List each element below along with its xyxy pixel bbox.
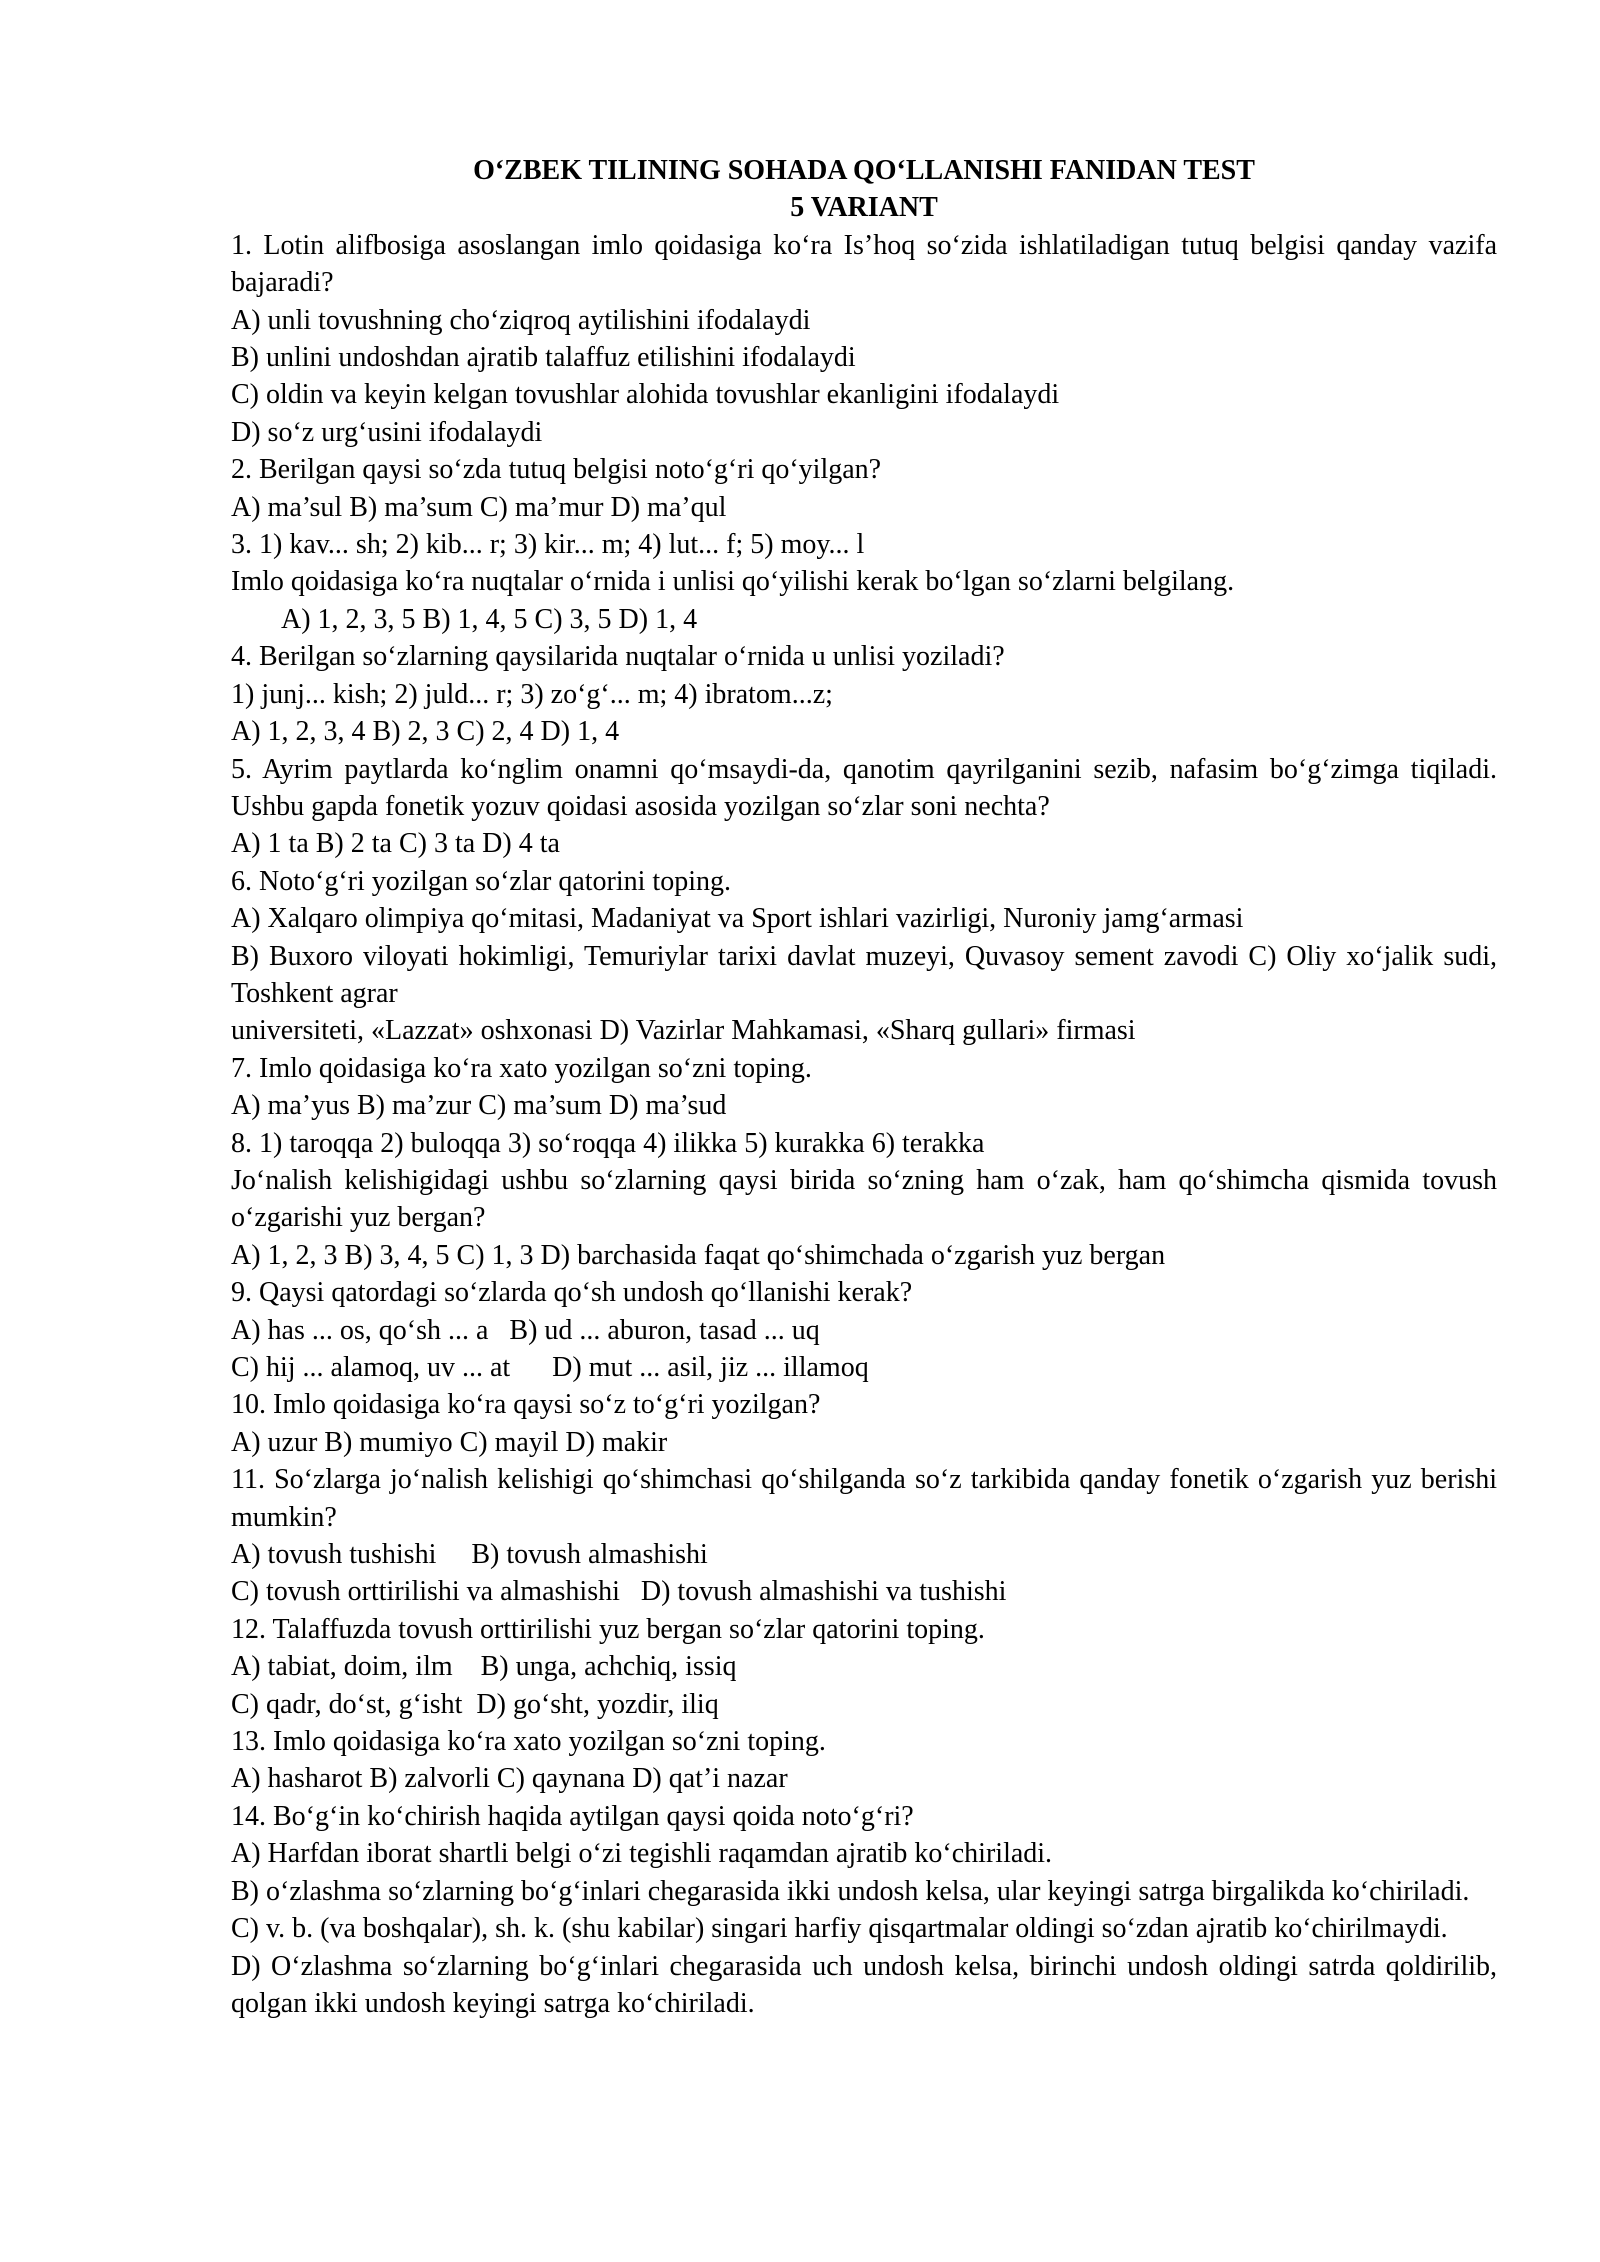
text-line: A) tabiat, doim, ilm B) unga, achchiq, issiq [231, 1651, 737, 1683]
text-line: 1) junj... kish; 2) juld... r; 3) zo‘g‘... m; 4) ibratom...z; [231, 678, 833, 710]
text-line: 7. Imlo qoidasiga ko‘ra xato yozilgan so‘zni toping. [231, 1052, 812, 1084]
text-line: A) Xalqaro olimpiya qo‘mitasi, Madaniyat va Sport ishlari vazirligi, Nuroniy jamg‘armasi [231, 903, 1244, 935]
variant-title: 5 VARIANT [790, 192, 938, 224]
text-line: B) unlini undoshdan ajratib talaffuz etilishini ifodalaydi [231, 342, 856, 374]
text-line: 3. 1) kav... sh; 2) kib... r; 3) kir... m; 4) lut... f; 5) moy... l [231, 529, 865, 561]
text-line: A) 1, 2, 3 B) 3, 4, 5 C) 1, 3 D) barchasida faqat qo‘shimchada o‘zgarish yuz bergan [231, 1239, 1166, 1271]
text-line: 11. So‘zlarga jo‘nalish kelishigi qo‘shimchasi qo‘shilganda so‘z tarkibida qanday fonetik o‘zgarish yuz berishi mumkin? [231, 1464, 1497, 1533]
text-line: C) hij ... alamoq, uv ... at D) mut ... asil, jiz ... illamoq [231, 1352, 869, 1383]
text-line: 10. Imlo qoidasiga ko‘ra qaysi so‘z to‘g‘ri yozilgan? [231, 1389, 821, 1421]
text-line: A) unli tovushning cho‘ziqroq aytilishini ifodalaydi [231, 304, 811, 336]
text-line: B) o‘zlashma so‘zlarning bo‘g‘inlari chegarasida ikki undosh kelsa, ular keyingi satrga birgalikda ko‘chiriladi. [231, 1875, 1470, 1907]
text-line: 12. Talaffuzda tovush orttirilishi yuz bergan so‘zlar qatorini toping. [231, 1613, 985, 1645]
text-line: 1. Lotin alifbosiga asoslangan imlo qoidasiga ko‘ra Is’hoq so‘zida ishlatiladigan tutuq belgisi qanday vazifa bajaradi? [231, 229, 1497, 299]
text-line: Imlo qoidasiga ko‘ra nuqtalar o‘rnida i unlisi qo‘yilishi kerak bo‘lgan so‘zlarni belgilang. [231, 566, 1235, 598]
text-line: 4. Berilgan so‘zlarning qaysilarida nuqtalar o‘rnida u unlisi yoziladi? [231, 641, 1005, 673]
text-line: 14. Bo‘g‘in ko‘chirish haqida aytilgan qaysi qoida noto‘g‘ri? [231, 1800, 914, 1832]
document-page [231, 152, 1497, 2022]
text-line: C) qadr, do‘st, g‘isht D) go‘sht, yozdir, iliq [231, 1688, 719, 1720]
text-line: 5. Ayrim paytlarda ko‘nglim onamni qo‘msaydi-da, qanotim qayrilganini sezib, nafasim bo‘g‘zimga tiqiladi. Ushbu gapda fonetik yozuv qoidasi asosida yozilgan so‘zlar soni nechta? [231, 753, 1497, 822]
text-line: A) 1, 2, 3, 4 B) 2, 3 C) 2, 4 D) 1, 4 [231, 716, 620, 748]
text-line: D) so‘z urg‘usini ifodalaydi [231, 416, 543, 448]
text-line: C) v. b. (va boshqalar), sh. k. (shu kabilar) singari harfiy qisqartmalar oldingi so‘zdan ajratib ko‘chirilmaydi. [231, 1913, 1448, 1945]
text-line: 2. Berilgan qaysi so‘zda tutuq belgisi noto‘g‘ri qo‘yilgan? [231, 454, 882, 486]
text-line: B) Buxoro viloyati hokimligi, Temuriylar tarixi davlat muzeyi, Quvasoy sement zavodi C) Oliy xo‘jalik sudi, Toshkent agrar [231, 940, 1497, 1009]
text-line: A) tovush tushishi B) tovush almashishi [231, 1539, 708, 1571]
text-line: D) O‘zlashma so‘zlarning bo‘g‘inlari chegarasida uch undosh kelsa, birinchi undosh oldingi satrda qoldirilib, qolgan ikki undosh keyingi satrga ko‘chiriladi. [231, 1950, 1497, 2019]
text-line: A) has ... os, qo‘sh ... a B) ud ... aburon, tasad ... uq [231, 1314, 820, 1346]
text-line: A) ma’sul B) ma’sum C) ma’mur D) ma’qul [231, 491, 727, 523]
text-line: 6. Noto‘g‘ri yozilgan so‘zlar qatorini toping. [231, 865, 731, 897]
question-body [231, 227, 1497, 2023]
text-line: A) 1 ta B) 2 ta C) 3 ta D) 4 ta [231, 828, 560, 860]
text-line: A) uzur B) mumiyo C) mayil D) makir [231, 1426, 668, 1458]
text-line: A) ma’yus B) ma’zur C) ma’sum D) ma’sud [231, 1090, 727, 1122]
text-line: 13. Imlo qoidasiga ko‘ra xato yozilgan so‘zni toping. [231, 1726, 826, 1758]
text-line: Jo‘nalish kelishigidagi ushbu so‘zlarning qaysi birida so‘zning ham o‘zak, ham qo‘shimcha qismida tovush o‘zgarishi yuz bergan? [231, 1164, 1497, 1234]
text-line: 8. 1) taroqqa 2) buloqqa 3) so‘roqqa 4) ilikka 5) kurakka 6) terakka [231, 1127, 985, 1159]
text-line: 9. Qaysi qatordagi so‘zlarda qo‘sh undosh qo‘llanishi kerak? [231, 1277, 913, 1309]
text-line: A) hasharot B) zalvorli C) qaynana D) qat’i nazar [231, 1763, 788, 1795]
text-line: A) Harfdan iborat shartli belgi o‘zi tegishli raqamdan ajratib ko‘chiriladi. [231, 1838, 1053, 1870]
text-line: C) oldin va keyin kelgan tovushlar alohida tovushlar ekanligini ifodalaydi [231, 379, 1060, 411]
text-line: A) 1, 2, 3, 5 B) 1, 4, 5 C) 3, 5 D) 1, 4 [281, 603, 698, 635]
document-title: O‘ZBEK TILINING SOHADA QO‘LLANISHI FANIDAN TEST [473, 155, 1255, 186]
text-line: C) tovush orttirilishi va almashishi D) tovush almashishi va tushishi [231, 1576, 1007, 1608]
text-line: universiteti, «Lazzat» oshxonasi D) Vazirlar Mahkamasi, «Sharq gullari» firmasi [231, 1015, 1136, 1047]
